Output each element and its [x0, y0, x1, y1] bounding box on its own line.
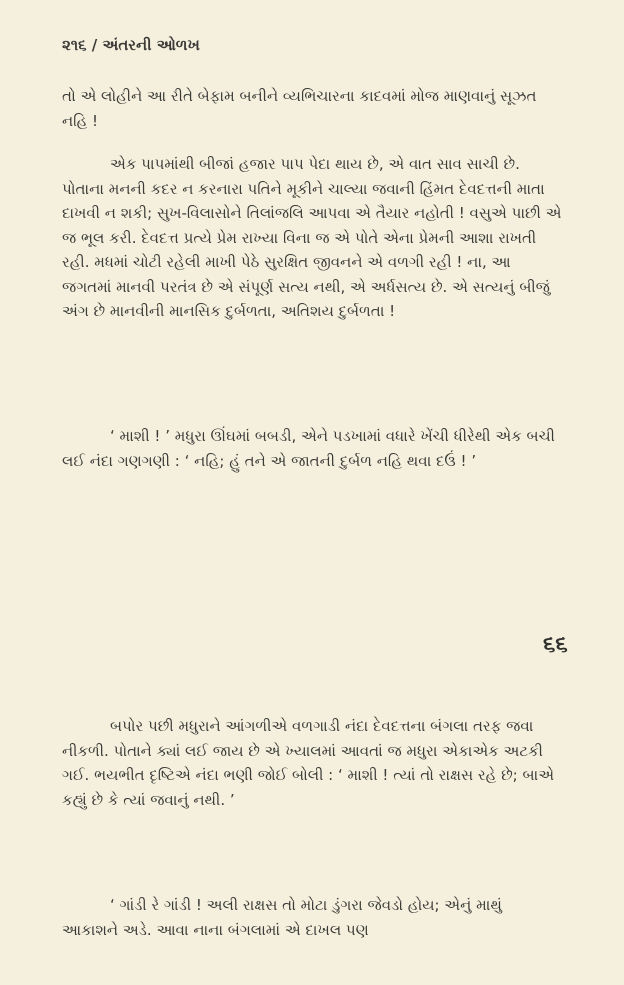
paragraph-2: એક પાપમાંથી બીજાં હજાર પાપ પેદા થાય છે, એ વાત સાવ સાચી છે. પોતાના મનની કદર ન કરનારા પતિને મૂકીને ચાલ્યા જવાની હિંમત દેવદત્તની માતા દાખવી ન શકી; સુખ-વિલાસોને તિલાંજલિ આપવા એ તૈયાર નહોતી ! વસુએ પાછી એ જ ભૂલ કરી. દેવદત્ત પ્રત્યે પ્રેમ રાખ્યા વિના જ એ પોતે એના પ્રેમની આશા રાખતી રહી. મધમાં ચોટી રહેલી માખી પેઠે સુરક્ષિત જીવનને એ વળગી રહી ! ના, આ જગતમાં માનવી પરતંત્ર છે એ સંપૂર્ણ સત્ય નથી, એ અર્ધસત્ય છે. એ સત્યનું બીજું અંગ છે માનવીની માનસિક દુર્બળતા, અતિશય દુર્બળતા !	[62, 155, 562, 320]
running-header	[62, 36, 200, 54]
book-title: અંતરની ઓળખ	[102, 36, 200, 54]
header-separator: /	[91, 36, 98, 54]
chapter-number: ૬૬	[543, 632, 568, 657]
paragraph-4: બપોર પછી મધુરાને આંગળીએ વળગાડી નંદા દેવદત્તના બંગલા તરફ જવા નીકળી. પોતાને ક્યાં લઈ જાય છે એ ખ્યાલમાં આવતાં જ મધુરા એકાએક અટકી ગઈ. ભયભીત દૃષ્ટિએ નંદા ભણી જોઈ બોલી : ‘ માશી ! ત્યાં તો રાક્ષસ રહે છે; બાએ કહ્યું છે કે ત્યાં જવાનું નથી. ’	[62, 717, 555, 809]
paragraph-3: ‘ માશી ! ’ મધુરા ઊંઘમાં બબડી, એને પડખામાં વધારે ખેંચી ધીરેથી એક બચી લઈ નંદા ગણગણી : ‘ નહિ; હું તને એ જાતની દુર્બળ નહિ થવા દઉં ! ’	[62, 427, 555, 470]
paragraph-5: ‘ ગાંડી રે ગાંડી ! અલી રાક્ષસ તો મોટા ડુંગરા જેવડો હોય; એનું માથું આકાશને અડે. આવા નાના બંગલામાં એ દાખલ પણ	[62, 896, 502, 939]
paragraph-1: તો એ લોહીને આ રીતે બેફામ બનીને વ્યભિચારના કાદવમાં મોજ માણવાનું સૂઝત નહિ !	[62, 87, 537, 130]
page-number: ૨૧૬	[62, 36, 87, 54]
